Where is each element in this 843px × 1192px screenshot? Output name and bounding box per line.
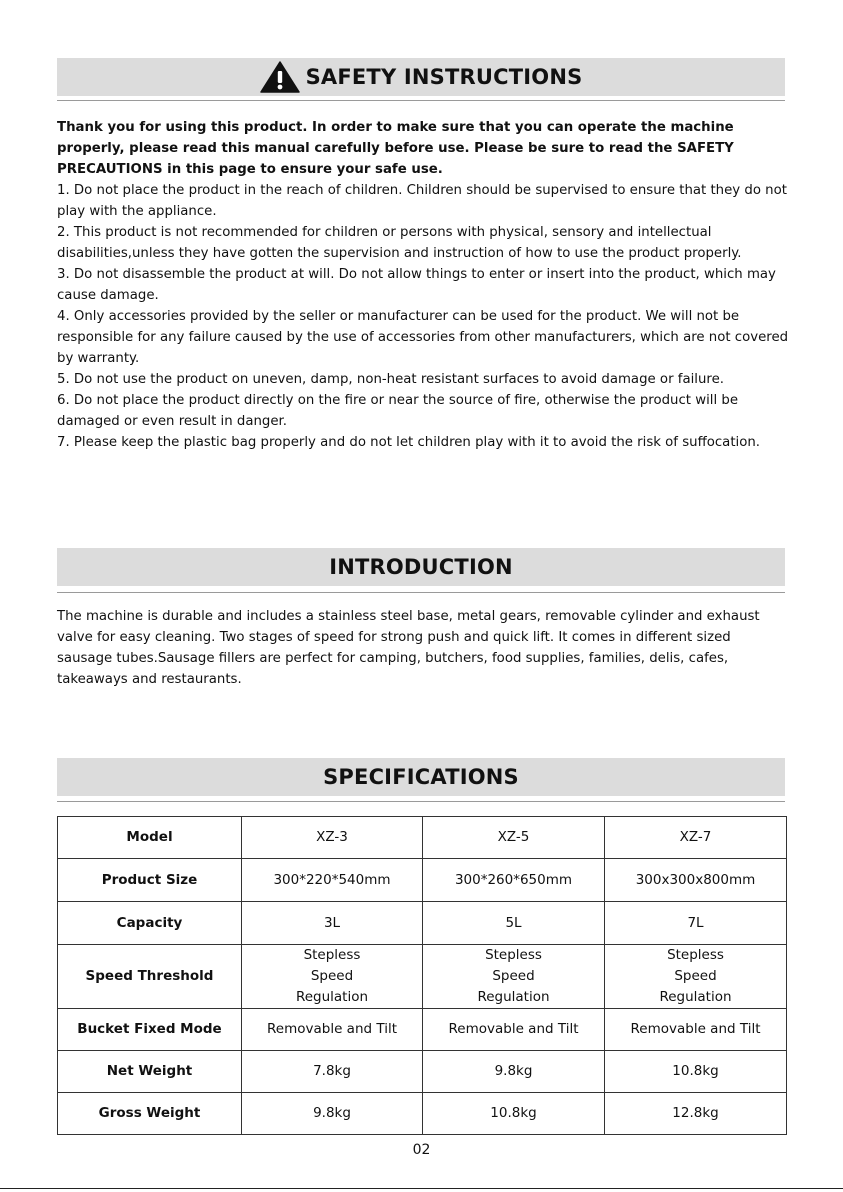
- cell-xz3: Removable and Tilt: [242, 1009, 423, 1051]
- cell-xz5: XZ-5: [423, 817, 605, 859]
- page-bottom-rule: [0, 1188, 843, 1189]
- cell-xz7: 300x300x800mm: [605, 859, 787, 902]
- specifications-heading: SPECIFICATIONS: [323, 765, 519, 789]
- table-row-product-size: [58, 859, 787, 902]
- safety-item-5: 5. Do not use the product on uneven, damp, non-heat resistant surfaces to avoid damage or failure.: [57, 372, 724, 387]
- row-label: Net Weight: [58, 1051, 242, 1093]
- safety-item-3: 3. Do not disassemble the product at will. Do not allow things to enter or insert into the product, which may cause damage.: [57, 267, 776, 303]
- cell-xz7: 10.8kg: [605, 1051, 787, 1093]
- safety-heading-rule: [57, 100, 785, 101]
- introduction-heading-bar: [57, 548, 785, 586]
- cell-xz5: Removable and Tilt: [423, 1009, 605, 1051]
- cell-xz7: Removable and Tilt: [605, 1009, 787, 1051]
- row-label: Bucket Fixed Mode: [58, 1009, 242, 1051]
- cell-xz5: 300*260*650mm: [423, 859, 605, 902]
- table-row-gross-weight: [58, 1093, 787, 1135]
- table-row-model: [58, 817, 787, 859]
- safety-item-1: 1. Do not place the product in the reach of children. Children should be supervised to ensure that they do not play with the appliance.: [57, 183, 787, 219]
- cell-xz7: 12.8kg: [605, 1093, 787, 1135]
- cell-xz3: 3L: [242, 902, 423, 945]
- row-label: Gross Weight: [58, 1093, 242, 1135]
- introduction-heading-rule: [57, 592, 785, 593]
- row-label: Product Size: [58, 859, 242, 902]
- cell-xz7: XZ-7: [605, 817, 787, 859]
- safety-heading: SAFETY INSTRUCTIONS: [305, 65, 583, 89]
- safety-item-6: 6. Do not place the product directly on the fire or near the source of fire, otherwise the product will be damaged or even result in danger.: [57, 393, 739, 429]
- safety-item-2: 2. This product is not recommended for children or persons with physical, sensory and intellectual disabilities,unless they have gotten the supervision and instruction of how to use the product properly.: [57, 225, 742, 261]
- table-row-net-weight: [58, 1051, 787, 1093]
- cell-xz7: Stepless Speed Regulation: [605, 945, 787, 1009]
- safety-item-7: 7. Please keep the plastic bag properly and do not let children play with it to avoid the risk of suffocation.: [57, 435, 761, 450]
- safety-body: [57, 117, 789, 453]
- cell-xz7: 7L: [605, 902, 787, 945]
- page-number: 02: [412, 1142, 431, 1158]
- row-label: Capacity: [58, 902, 242, 945]
- introduction-text: The machine is durable and includes a stainless steel base, metal gears, removable cylinder and exhaust valve for easy cleaning. Two stages of speed for strong push and quick lift. It comes in different sized sausage tubes.Sausage fillers are perfect for camping, butchers, food supplies, families, delis, cafes, takeaways and restaurants.: [57, 609, 760, 687]
- safety-item-4: 4. Only accessories provided by the seller or manufacturer can be used for the product. We will not be responsible for any failure caused by the use of accessories from other manufacturers, which are not covered by warranty.: [57, 309, 789, 366]
- cell-xz3: XZ-3: [242, 817, 423, 859]
- cell-xz3: Stepless Speed Regulation: [242, 945, 423, 1009]
- warning-icon: [260, 61, 300, 93]
- cell-xz5: Stepless Speed Regulation: [423, 945, 605, 1009]
- cell-xz3: 7.8kg: [242, 1051, 423, 1093]
- table-row-capacity: [58, 902, 787, 945]
- row-label: Speed Threshold: [58, 945, 242, 1009]
- table-row-speed-threshold: [58, 945, 787, 1009]
- safety-intro: Thank you for using this product. In order to make sure that you can operate the machine properly, please read this manual carefully before use. Please be sure to read the SAFETY PRECAUTIONS in this page to ensure your safe use.: [57, 120, 734, 177]
- table-row-bucket-fixed-mode: [58, 1009, 787, 1051]
- introduction-heading: INTRODUCTION: [329, 555, 513, 579]
- cell-xz3: 300*220*540mm: [242, 859, 423, 902]
- cell-xz5: 10.8kg: [423, 1093, 605, 1135]
- cell-xz5: 5L: [423, 902, 605, 945]
- cell-xz5: 9.8kg: [423, 1051, 605, 1093]
- introduction-body: [57, 606, 789, 690]
- specifications-heading-rule: [57, 801, 785, 802]
- row-label: Model: [58, 817, 242, 859]
- specifications-table: [57, 816, 787, 1135]
- specifications-heading-bar: [57, 758, 785, 796]
- cell-xz3: 9.8kg: [242, 1093, 423, 1135]
- safety-heading-bar: [57, 58, 785, 96]
